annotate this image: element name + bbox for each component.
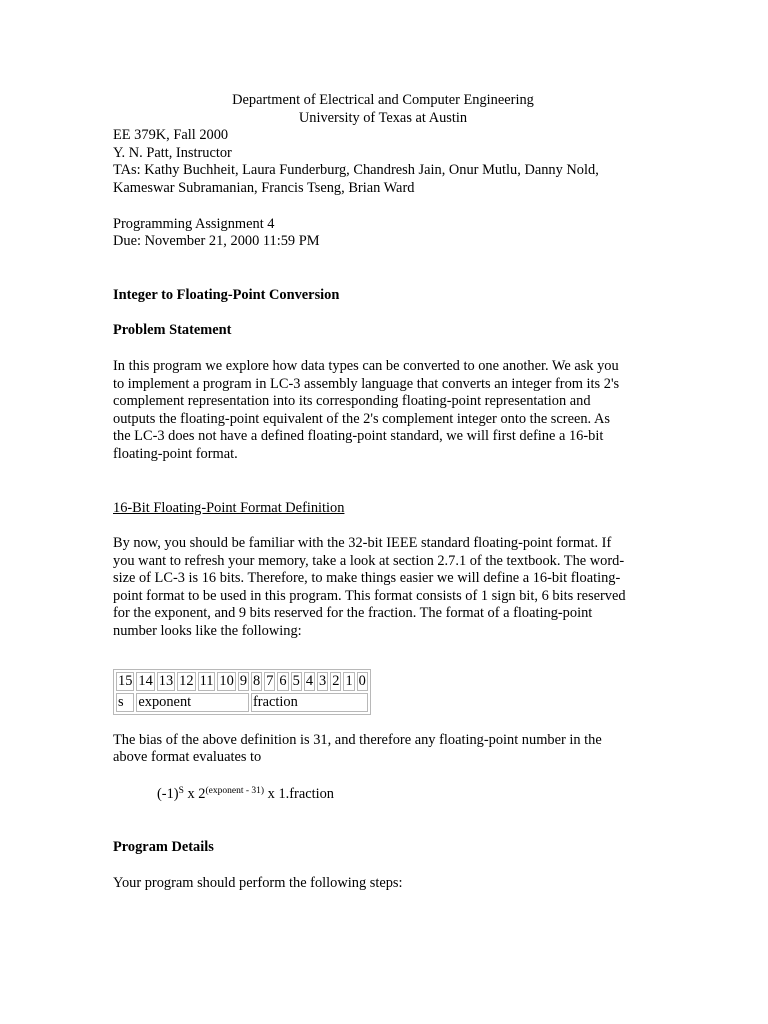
paragraph-line: By now, you should be familiar with the 32-bit IEEE standard floating-point format. If bbox=[113, 535, 612, 552]
bit-index-cell: 3 bbox=[319, 672, 327, 689]
tas-line-1: TAs: Kathy Buchheit, Laura Funderburg, Chandresh Jain, Onur Mutlu, Danny Nold, bbox=[113, 162, 599, 179]
bit-index-cell: 10 bbox=[219, 672, 234, 689]
tas-line-2: Kameswar Subramanian, Francis Tseng, Brian Ward bbox=[113, 179, 415, 196]
university-name: University of Texas at Austin bbox=[298, 109, 468, 126]
format-paragraph bbox=[113, 535, 653, 641]
paragraph-line: for the exponent, and 9 bits reserved for the fraction. The format of a floating-point bbox=[113, 605, 593, 622]
document-header bbox=[113, 92, 653, 127]
course-info: EE 379K, Fall 2000 bbox=[113, 127, 229, 144]
bit-index-cell: 15 bbox=[118, 672, 133, 689]
formula-sign-exponent: S bbox=[178, 785, 184, 796]
problem-statement-heading: Problem Statement bbox=[113, 322, 232, 339]
assignment-due-date: Due: November 21, 2000 11:59 PM bbox=[113, 233, 320, 250]
bit-index-cell: 6 bbox=[279, 672, 287, 689]
paragraph-line: point format to be used in this program. This format consists of 1 sign bit, 6 bits reserved bbox=[113, 587, 626, 604]
steps-intro: Your program should perform the following steps: bbox=[113, 875, 403, 892]
paragraph-line: size of LC-3 is 16 bits. Therefore, to make things easier we will define a 16-bit floating- bbox=[113, 570, 621, 587]
bit-index-cell: 11 bbox=[199, 672, 214, 689]
bit-index-cell: 7 bbox=[266, 672, 274, 689]
evaluation-formula bbox=[113, 786, 653, 804]
paragraph-line: above format evaluates to bbox=[113, 749, 262, 766]
main-heading: Integer to Floating-Point Conversion bbox=[113, 286, 340, 303]
format-definition-heading: 16-Bit Floating-Point Format Definition bbox=[113, 499, 345, 516]
bit-index-row bbox=[116, 672, 368, 691]
document-page bbox=[113, 92, 653, 893]
fraction-field-cell: fraction bbox=[251, 693, 368, 712]
formula-power-exponent: (exponent - 31) bbox=[205, 785, 265, 796]
paragraph-line: outputs the floating-point equivalent of the 2's complement integer onto the screen. As bbox=[113, 410, 610, 427]
bit-layout-table bbox=[113, 669, 371, 715]
bit-index-cell: 4 bbox=[305, 672, 314, 689]
instructor-info: Y. N. Patt, Instructor bbox=[113, 144, 232, 161]
paragraph-line: to implement a program in LC-3 assembly language that converts an integer from its 2's bbox=[113, 375, 620, 392]
assignment-title: Programming Assignment 4 bbox=[113, 215, 275, 232]
paragraph-line: floating-point format. bbox=[113, 445, 238, 462]
bit-index-cell: 12 bbox=[179, 672, 194, 689]
paragraph-line: In this program we explore how data types can be converted to one another. We ask you bbox=[113, 357, 619, 374]
paragraph-line: number looks like the following: bbox=[113, 623, 302, 640]
bit-index-cell: 13 bbox=[158, 672, 174, 689]
exponent-field-cell: exponent bbox=[136, 693, 249, 712]
program-details-heading: Program Details bbox=[113, 839, 214, 856]
department-name: Department of Electrical and Computer Engineering bbox=[232, 92, 534, 108]
formula-power-base: x 2 bbox=[183, 785, 206, 802]
bit-index-cell: 1 bbox=[345, 672, 353, 689]
problem-paragraph bbox=[113, 358, 653, 464]
bit-index-cell: 0 bbox=[358, 672, 366, 689]
bit-index-cell: 5 bbox=[292, 672, 300, 689]
bit-index-cell: 2 bbox=[332, 672, 340, 689]
paragraph-line: you want to refresh your memory, take a look at section 2.7.1 of the textbook. The word- bbox=[113, 552, 625, 569]
sign-field-cell: s bbox=[116, 693, 134, 712]
paragraph-line: The bias of the above definition is 31, and therefore any floating-point number in the bbox=[113, 731, 602, 748]
bit-index-cell: 9 bbox=[239, 672, 248, 689]
bit-index-cell: 8 bbox=[253, 672, 261, 689]
formula-sign-base: (-1) bbox=[157, 785, 179, 802]
bit-field-row bbox=[116, 693, 368, 712]
bit-index-cell: 14 bbox=[138, 672, 153, 689]
paragraph-line: complement representation into its corresponding floating-point representation and bbox=[113, 393, 591, 410]
bias-paragraph bbox=[113, 732, 653, 767]
paragraph-line: the LC-3 does not have a defined floating-point standard, we will first define a 16-bit bbox=[113, 428, 604, 445]
formula-mantissa: x 1.fraction bbox=[264, 785, 334, 802]
